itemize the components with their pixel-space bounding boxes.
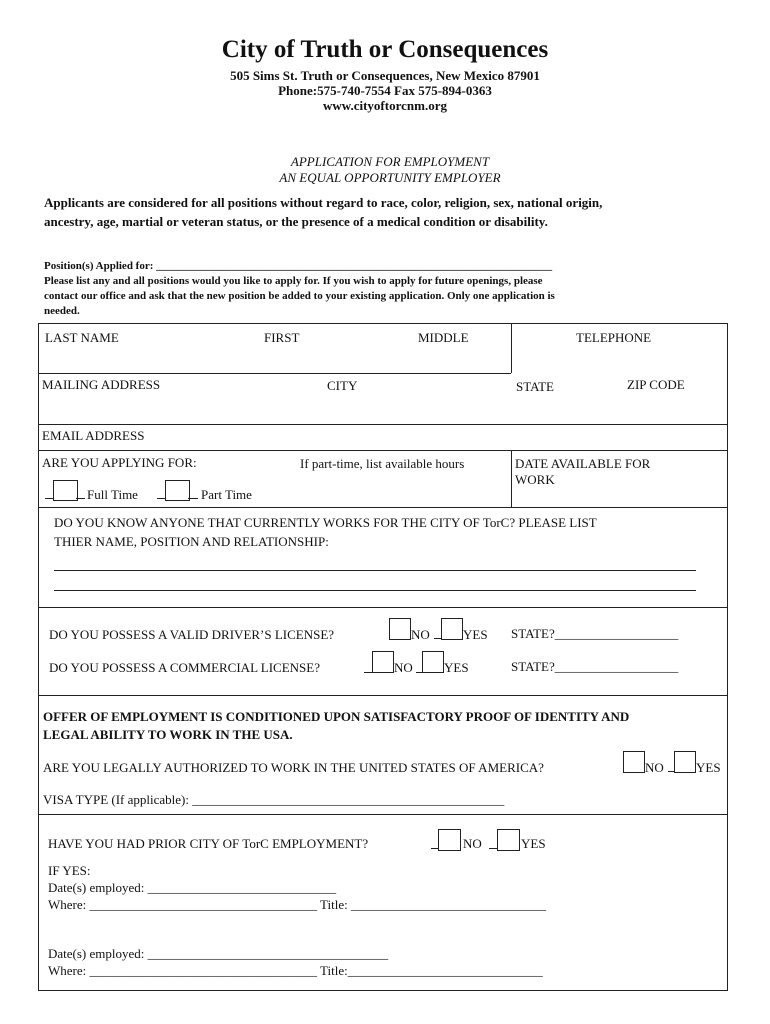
know-anyone-question-line-2: THIER NAME, POSITION AND RELATIONSHIP: xyxy=(54,534,329,549)
commercial-license-yes-label: YES xyxy=(444,660,469,675)
row-divider xyxy=(39,607,727,608)
row-divider xyxy=(39,450,727,451)
email-address-label: EMAIL ADDRESS xyxy=(42,428,145,443)
application-form xyxy=(38,323,728,991)
part-time-checkbox[interactable] xyxy=(165,480,190,501)
part-time-hours-label: If part-time, list available hours xyxy=(300,456,465,471)
blank-underline xyxy=(364,672,372,673)
know-anyone-answer-line[interactable] xyxy=(54,570,696,571)
mailing-address-label: MAILING ADDRESS xyxy=(42,377,161,392)
applying-for-label: ARE YOU APPLYING FOR: xyxy=(42,455,197,470)
middle-name-label: MIDDLE xyxy=(418,330,469,345)
part-time-label: Part Time xyxy=(201,487,252,502)
dates-employed-field-2[interactable]: Date(s) employed: _____________________________________ xyxy=(48,946,389,961)
prior-employment-yes-label: YES xyxy=(521,836,546,851)
blank-underline xyxy=(188,498,198,499)
first-name-label: FIRST xyxy=(264,330,300,345)
commercial-license-state-field[interactable]: STATE?___________________ xyxy=(511,659,679,674)
blank-underline xyxy=(45,498,53,499)
column-divider xyxy=(511,324,512,373)
know-anyone-answer-line[interactable] xyxy=(54,590,696,591)
drivers-license-question: DO YOU POSSESS A VALID DRIVER’S LICENSE? xyxy=(49,627,335,642)
column-divider xyxy=(511,451,512,507)
drivers-license-yes-checkbox[interactable] xyxy=(441,618,463,640)
zip-code-label: ZIP CODE xyxy=(627,377,685,392)
row-divider xyxy=(39,373,511,374)
full-time-label: Full Time xyxy=(87,487,138,502)
prior-employment-yes-checkbox[interactable] xyxy=(497,829,520,851)
row-divider xyxy=(39,814,727,815)
city-label: CITY xyxy=(327,378,358,393)
blank-underline xyxy=(489,848,497,849)
positions-applied-field[interactable]: Position(s) Applied for: ________________________________________________________________________ xyxy=(44,260,553,272)
drivers-license-no-label: NO xyxy=(411,627,430,642)
commercial-license-no-checkbox[interactable] xyxy=(372,651,394,673)
work-authorization-no-label: NO xyxy=(645,760,664,775)
telephone-label: TELEPHONE xyxy=(576,330,652,345)
city-address: 505 Sims St. Truth or Consequences, New Mexico 87901 xyxy=(230,68,540,83)
where-title-field-2[interactable]: Where: ___________________________________ Title:______________________________ xyxy=(48,963,543,978)
work-authorization-yes-checkbox[interactable] xyxy=(674,751,696,773)
work-authorization-no-checkbox[interactable] xyxy=(623,751,645,773)
last-name-label: LAST NAME xyxy=(45,330,119,345)
commercial-license-question: DO YOU POSSESS A COMMERCIAL LICENSE? xyxy=(49,660,320,675)
commercial-license-yes-checkbox[interactable] xyxy=(422,651,444,673)
if-yes-label: IF YES: xyxy=(48,863,91,878)
positions-note-line-2: contact our office and ask that the new position be added to your existing application. Only one application is xyxy=(44,290,555,302)
dates-employed-field-1[interactable]: Date(s) employed: _____________________________ xyxy=(48,880,337,895)
positions-note-line-3: needed. xyxy=(44,305,80,317)
positions-note-line-1: Please list any and all positions would you like to apply for. If you wish to apply for future openings, please xyxy=(44,275,543,287)
prior-employment-question: HAVE YOU HAD PRIOR CITY OF TorC EMPLOYMENT? xyxy=(48,836,369,851)
drivers-license-yes-label: YES xyxy=(463,627,488,642)
know-anyone-question-line-1: DO YOU KNOW ANYONE THAT CURRENTLY WORKS FOR THE CITY OF TorC? PLEASE LIST xyxy=(54,515,597,530)
city-phone-fax: Phone:575-740-7554 Fax 575-894-0363 xyxy=(278,83,492,98)
row-divider xyxy=(39,507,727,508)
work-authorization-yes-label: YES xyxy=(696,760,721,775)
offer-conditions-line-1: OFFER OF EMPLOYMENT IS CONDITIONED UPON SATISFACTORY PROOF OF IDENTITY AND xyxy=(43,709,630,724)
state-label: STATE xyxy=(516,379,554,394)
date-available-label-line-1: DATE AVAILABLE FOR xyxy=(515,456,651,471)
visa-type-field[interactable]: VISA TYPE (If applicable): ________________________________________________ xyxy=(43,792,505,807)
commercial-license-no-label: NO xyxy=(394,660,413,675)
blank-underline xyxy=(157,498,165,499)
where-title-field-1[interactable]: Where: ___________________________________ Title: ______________________________ xyxy=(48,897,546,912)
full-time-checkbox[interactable] xyxy=(53,480,78,501)
application-title: APPLICATION FOR EMPLOYMENT xyxy=(290,154,490,169)
prior-employment-no-label: NO xyxy=(463,836,482,851)
eeo-statement-line-2: ancestry, age, martial or veteran status, or the presence of a medical condition or disability. xyxy=(44,214,548,229)
work-authorization-question: ARE YOU LEGALLY AUTHORIZED TO WORK IN THE UNITED STATES OF AMERICA? xyxy=(43,760,544,775)
date-available-label-line-2: WORK xyxy=(515,472,555,487)
blank-underline xyxy=(434,638,441,639)
blank-underline xyxy=(76,498,85,499)
eeo-statement-line-1: Applicants are considered for all positions without regard to race, color, religion, sex, national origin, xyxy=(44,195,603,210)
offer-conditions-line-2: LEGAL ABILITY TO WORK IN THE USA. xyxy=(43,727,293,742)
row-divider xyxy=(39,695,727,696)
city-title: City of Truth or Consequences xyxy=(221,36,549,63)
city-website: www.cityoftorcnm.org xyxy=(323,98,447,113)
drivers-license-state-field[interactable]: STATE?___________________ xyxy=(511,626,679,641)
equal-opportunity-title: AN EQUAL OPPORTUNITY EMPLOYER xyxy=(279,170,501,185)
row-divider xyxy=(39,424,727,425)
drivers-license-no-checkbox[interactable] xyxy=(389,618,411,640)
blank-underline xyxy=(431,848,438,849)
prior-employment-no-checkbox[interactable] xyxy=(438,829,461,851)
